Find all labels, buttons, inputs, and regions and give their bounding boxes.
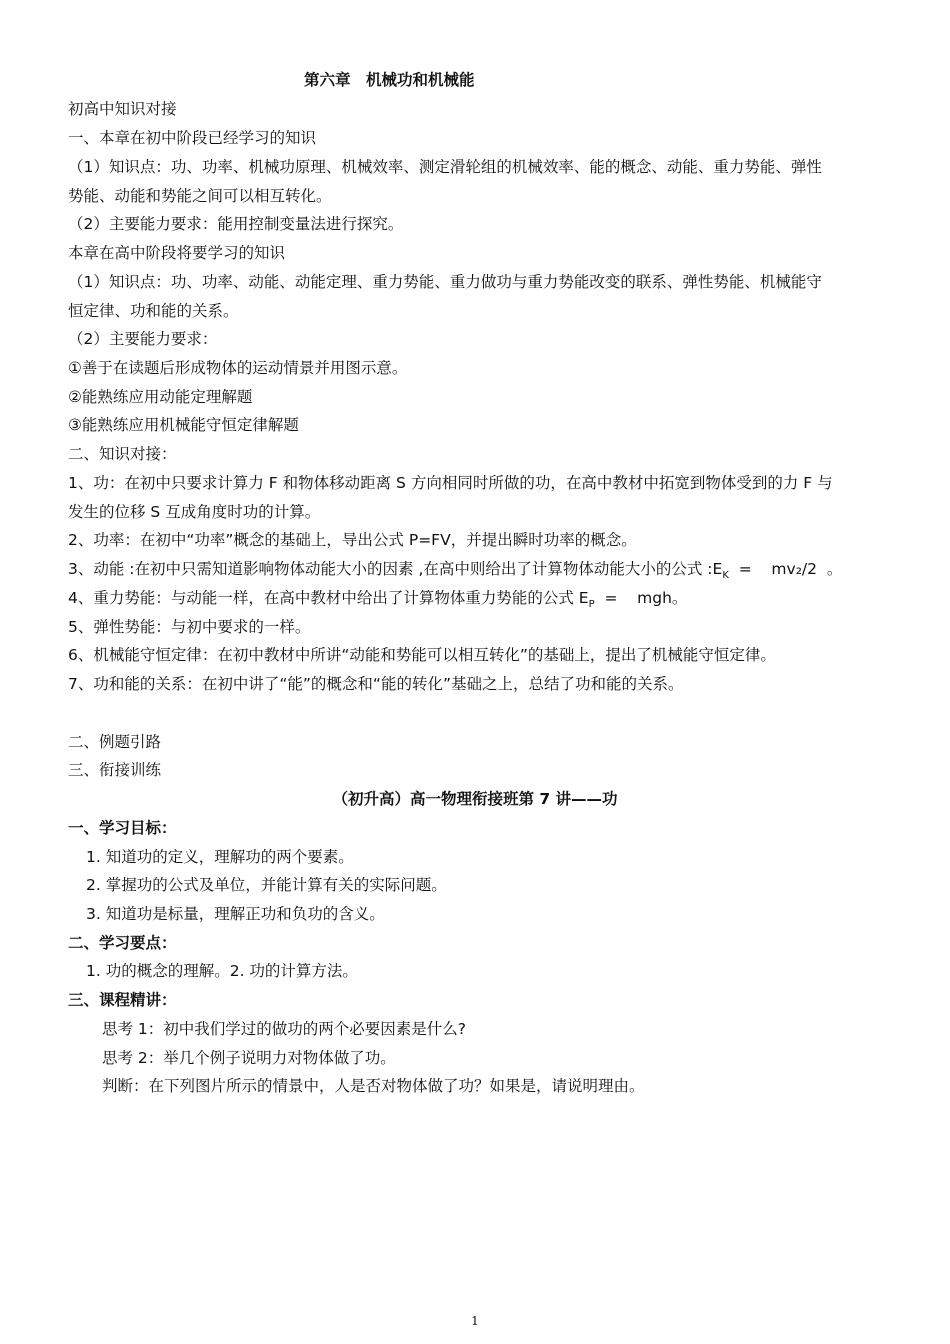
goal-2: 2. 掌握功的公式及单位，并能计算有关的实际问题。 xyxy=(86,876,447,894)
points-heading: 二、学习要点： xyxy=(68,934,177,952)
part1-item1-line2: 势能、动能和势能之间可以相互转化。 xyxy=(68,187,332,205)
part3-heading: 二、知识对接： xyxy=(68,445,177,463)
judge-prompt: 判断：在下列图片所示的情景中，人是否对物体做了功？如果是，请说明理由。 xyxy=(102,1077,645,1095)
goal-1: 1. 知道功的定义，理解功的两个要素。 xyxy=(86,848,354,866)
knowledge-1-line1: 1、功：在初中只要求计算力 F 和物体移动距离 S 方向相同时所做的功，在高中教材中拓宽到物体受到的力 F 与 xyxy=(68,474,833,492)
points-text: 1. 功的概念的理解。2. 功的计算方法。 xyxy=(86,962,358,980)
knowledge-6: 6、机械能守恒定律：在初中教材中所讲“动能和势能可以相互转化”的基础上，提出了机械能守恒定律。 xyxy=(68,646,776,664)
knowledge-1-line2: 发生的位移 S 互成角度时功的计算。 xyxy=(68,503,321,521)
part2-heading: 本章在高中阶段将要学习的知识 xyxy=(68,244,286,262)
training-heading: 三、衔接训练 xyxy=(68,761,162,779)
ability-3: ③能熟练应用机械能守恒定律解题 xyxy=(68,416,299,434)
ability-1: ①善于在读题后形成物体的运动情景并用图示意。 xyxy=(68,359,408,377)
knowledge-5: 5、弹性势能：与初中要求的一样。 xyxy=(68,618,311,636)
knowledge-3-text: 3、动能 :在初中只需知道影响物体动能大小的因素 ,在高中则给出了计算物体动能大小的公式 :E xyxy=(68,560,723,578)
part2-item2: （2）主要能力要求： xyxy=(68,330,218,348)
knowledge-3 xyxy=(68,559,888,586)
goal-3: 3. 知道功是标量，理解正功和负功的含义。 xyxy=(86,905,385,923)
knowledge-7: 7、功和能的关系：在初中讲了“能”的概念和“能的转化”基础之上，总结了功和能的关系。 xyxy=(68,675,684,693)
part1-heading: 一、本章在初中阶段已经学习的知识 xyxy=(68,129,317,147)
part2-item1-line1: （1）知识点：功、功率、动能、动能定理、重力势能、重力做功与重力势能改变的联系、弹性势能、机械能守 xyxy=(68,273,822,291)
knowledge-4 xyxy=(68,588,888,615)
ability-2: ②能熟练应用动能定理解题 xyxy=(68,388,253,406)
part1-item2: （2）主要能力要求：能用控制变量法进行探究。 xyxy=(68,215,404,233)
knowledge-3-subscript: K xyxy=(722,570,729,581)
course-heading: 三、课程精讲： xyxy=(68,991,177,1009)
chapter-title: 第六章 机械功和机械能 xyxy=(304,71,475,89)
part2-item1-line2: 恒定律、功和能的关系。 xyxy=(68,302,239,320)
knowledge-3-formula: = mv₂/2 。 xyxy=(728,560,843,578)
lesson-title: （初升高）高一物理衔接班第 7 讲——功 xyxy=(332,790,618,808)
page-number: 1 xyxy=(471,1314,479,1328)
knowledge-4-text: 4、重力势能：与动能一样，在高中教材中给出了计算物体重力势能的公式 E xyxy=(68,589,589,607)
knowledge-2: 2、功率：在初中“功率”概念的基础上，导出公式 P=FV，并提出瞬时功率的概念。 xyxy=(68,531,637,549)
part1-item1-line1: （1）知识点：功、功率、机械功原理、机械效率、测定滑轮组的机械效率、能的概念、动能、重力势能、弹性 xyxy=(68,158,822,176)
think-2: 思考 2：举几个例子说明力对物体做了功。 xyxy=(102,1049,396,1067)
goals-heading: 一、学习目标： xyxy=(68,819,177,837)
knowledge-4-subscript: P xyxy=(588,599,595,610)
knowledge-4-formula: = mgh。 xyxy=(594,589,688,607)
examples-heading: 二、例题引路 xyxy=(68,733,162,751)
think-1: 思考 1：初中我们学过的做功的两个必要因素是什么? xyxy=(102,1020,467,1038)
section-heading: 初高中知识对接 xyxy=(68,100,177,118)
